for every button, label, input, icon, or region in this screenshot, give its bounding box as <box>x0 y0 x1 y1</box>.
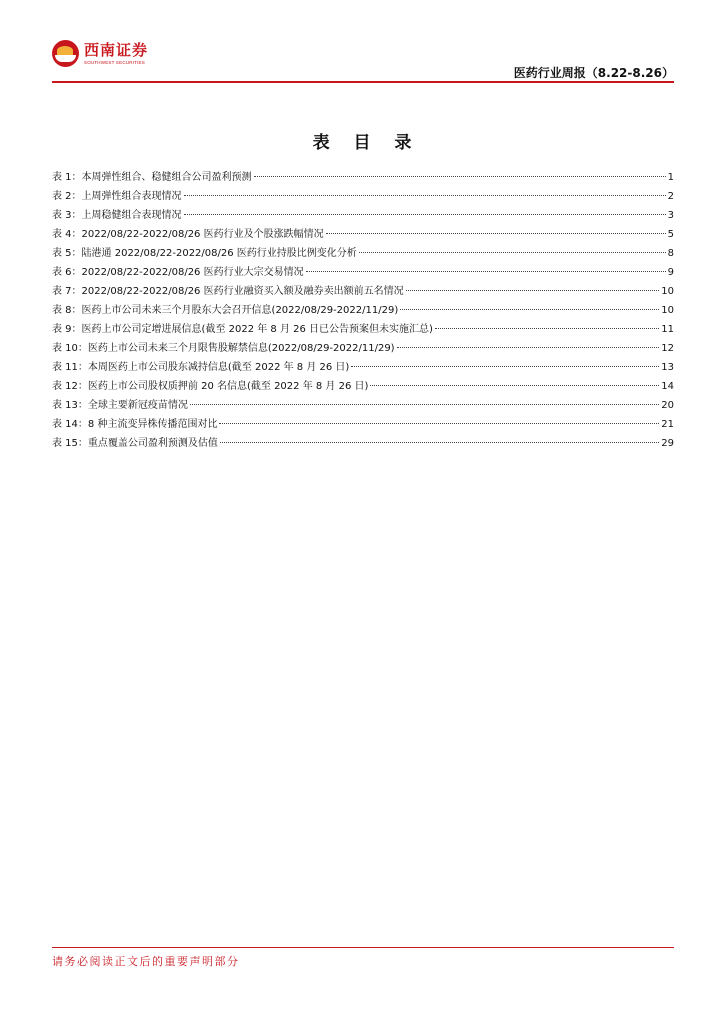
toc-leader-dots <box>326 233 666 234</box>
toc-entry-label: 表 7：2022/08/22-2022/08/26 医药行业融资买入额及融券卖出额前五名情况 <box>52 286 404 297</box>
footer-divider <box>52 947 674 948</box>
toc-entry[interactable] <box>52 415 674 434</box>
toc-entry[interactable] <box>52 339 674 358</box>
toc-entry[interactable] <box>52 396 674 415</box>
toc-leader-dots <box>351 366 659 367</box>
toc-entry[interactable] <box>52 282 674 301</box>
toc-leader-dots <box>184 214 666 215</box>
toc-entry-page: 10 <box>661 305 674 316</box>
toc-entry-page: 1 <box>667 172 674 183</box>
logo-chinese-name: 西南证券 <box>84 41 149 59</box>
toc-entry[interactable] <box>52 244 674 263</box>
toc-entry-page: 10 <box>661 286 674 297</box>
logo-wordmark <box>84 43 148 65</box>
toc-entry-page: 20 <box>661 400 674 411</box>
toc-entry[interactable] <box>52 434 674 453</box>
toc-entry[interactable] <box>52 206 674 225</box>
toc-entry-label: 表 5：陆港通 2022/08/22-2022/08/26 医药行业持股比例变化分析 <box>52 248 357 259</box>
toc-entry[interactable] <box>52 168 674 187</box>
toc-leader-dots <box>254 176 666 177</box>
toc-entry-label: 表 4：2022/08/22-2022/08/26 医药行业及个股涨跌幅情况 <box>52 229 324 240</box>
toc-entry[interactable] <box>52 377 674 396</box>
toc-entry-page: 2 <box>667 191 674 202</box>
toc-entry[interactable] <box>52 320 674 339</box>
toc-leader-dots <box>220 442 659 443</box>
toc-entry-page: 9 <box>667 267 674 278</box>
toc-leader-dots <box>359 252 666 253</box>
toc-entry-page: 5 <box>667 229 674 240</box>
toc-entry[interactable] <box>52 358 674 377</box>
toc-leader-dots <box>406 290 660 291</box>
toc-leader-dots <box>190 404 659 405</box>
toc-entry-label: 表 8：医药上市公司未来三个月股东大会召开信息(2022/08/29-2022/11/29) <box>52 305 399 316</box>
toc-entry[interactable] <box>52 225 674 244</box>
toc-entry-label: 表 10：医药上市公司未来三个月限售股解禁信息(2022/08/29-2022/11/29) <box>52 343 395 354</box>
toc-leader-dots <box>370 385 659 386</box>
toc-entry-label: 表 3：上周稳健组合表现情况 <box>52 210 182 221</box>
toc-entry-page: 13 <box>661 362 674 373</box>
toc-entry[interactable] <box>52 263 674 282</box>
toc-entry-label: 表 11：本周医药上市公司股东减持信息(截至 2022 年 8 月 26 日) <box>52 362 350 373</box>
toc-leader-dots <box>435 328 659 329</box>
toc-entry-page: 12 <box>661 343 674 354</box>
logo-emblem-icon <box>52 40 79 67</box>
toc-entry-page: 3 <box>667 210 674 221</box>
toc-entry-label: 表 13：全球主要新冠疫苗情况 <box>52 400 188 411</box>
toc-entry-label: 表 1：本周弹性组合、稳健组合公司盈利预测 <box>52 172 252 183</box>
toc-entry-page: 8 <box>667 248 674 259</box>
toc-entry-label: 表 14：8 种主流变异株传播范围对比 <box>52 419 218 430</box>
toc-entry-page: 11 <box>661 324 674 335</box>
toc-leader-dots <box>400 309 659 310</box>
toc-entry[interactable] <box>52 187 674 206</box>
toc-leader-dots <box>219 423 659 424</box>
report-title: 医药行业周报（8.22-8.26） <box>513 66 674 80</box>
header-divider <box>52 81 674 83</box>
logo-english-name: SOUTHWEST SECURITIES <box>84 60 145 65</box>
toc-entry-label: 表 12：医药上市公司股权质押前 20 名信息(截至 2022 年 8 月 26 日) <box>52 381 369 392</box>
toc-leader-dots <box>184 195 666 196</box>
toc-entry-page: 14 <box>661 381 674 392</box>
toc-entry-label: 表 9：医药上市公司定增进展信息(截至 2022 年 8 月 26 日已公告预案但未实施汇总) <box>52 324 433 335</box>
toc-entry-label: 表 6：2022/08/22-2022/08/26 医药行业大宗交易情况 <box>52 267 304 278</box>
toc-entry-page: 29 <box>661 438 674 449</box>
table-of-tables <box>52 168 674 453</box>
company-logo <box>52 40 148 67</box>
toc-leader-dots <box>306 271 666 272</box>
toc-entry-label: 表 15：重点覆盖公司盈利预测及估值 <box>52 438 218 449</box>
footer-disclaimer: 请务必阅读正文后的重要声明部分 <box>52 955 240 968</box>
toc-entry[interactable] <box>52 301 674 320</box>
toc-title: 表 目 录 <box>312 133 421 153</box>
toc-leader-dots <box>397 347 660 348</box>
toc-entry-label: 表 2：上周弹性组合表现情况 <box>52 191 182 202</box>
page-header <box>52 40 674 82</box>
toc-entry-page: 21 <box>661 419 674 430</box>
